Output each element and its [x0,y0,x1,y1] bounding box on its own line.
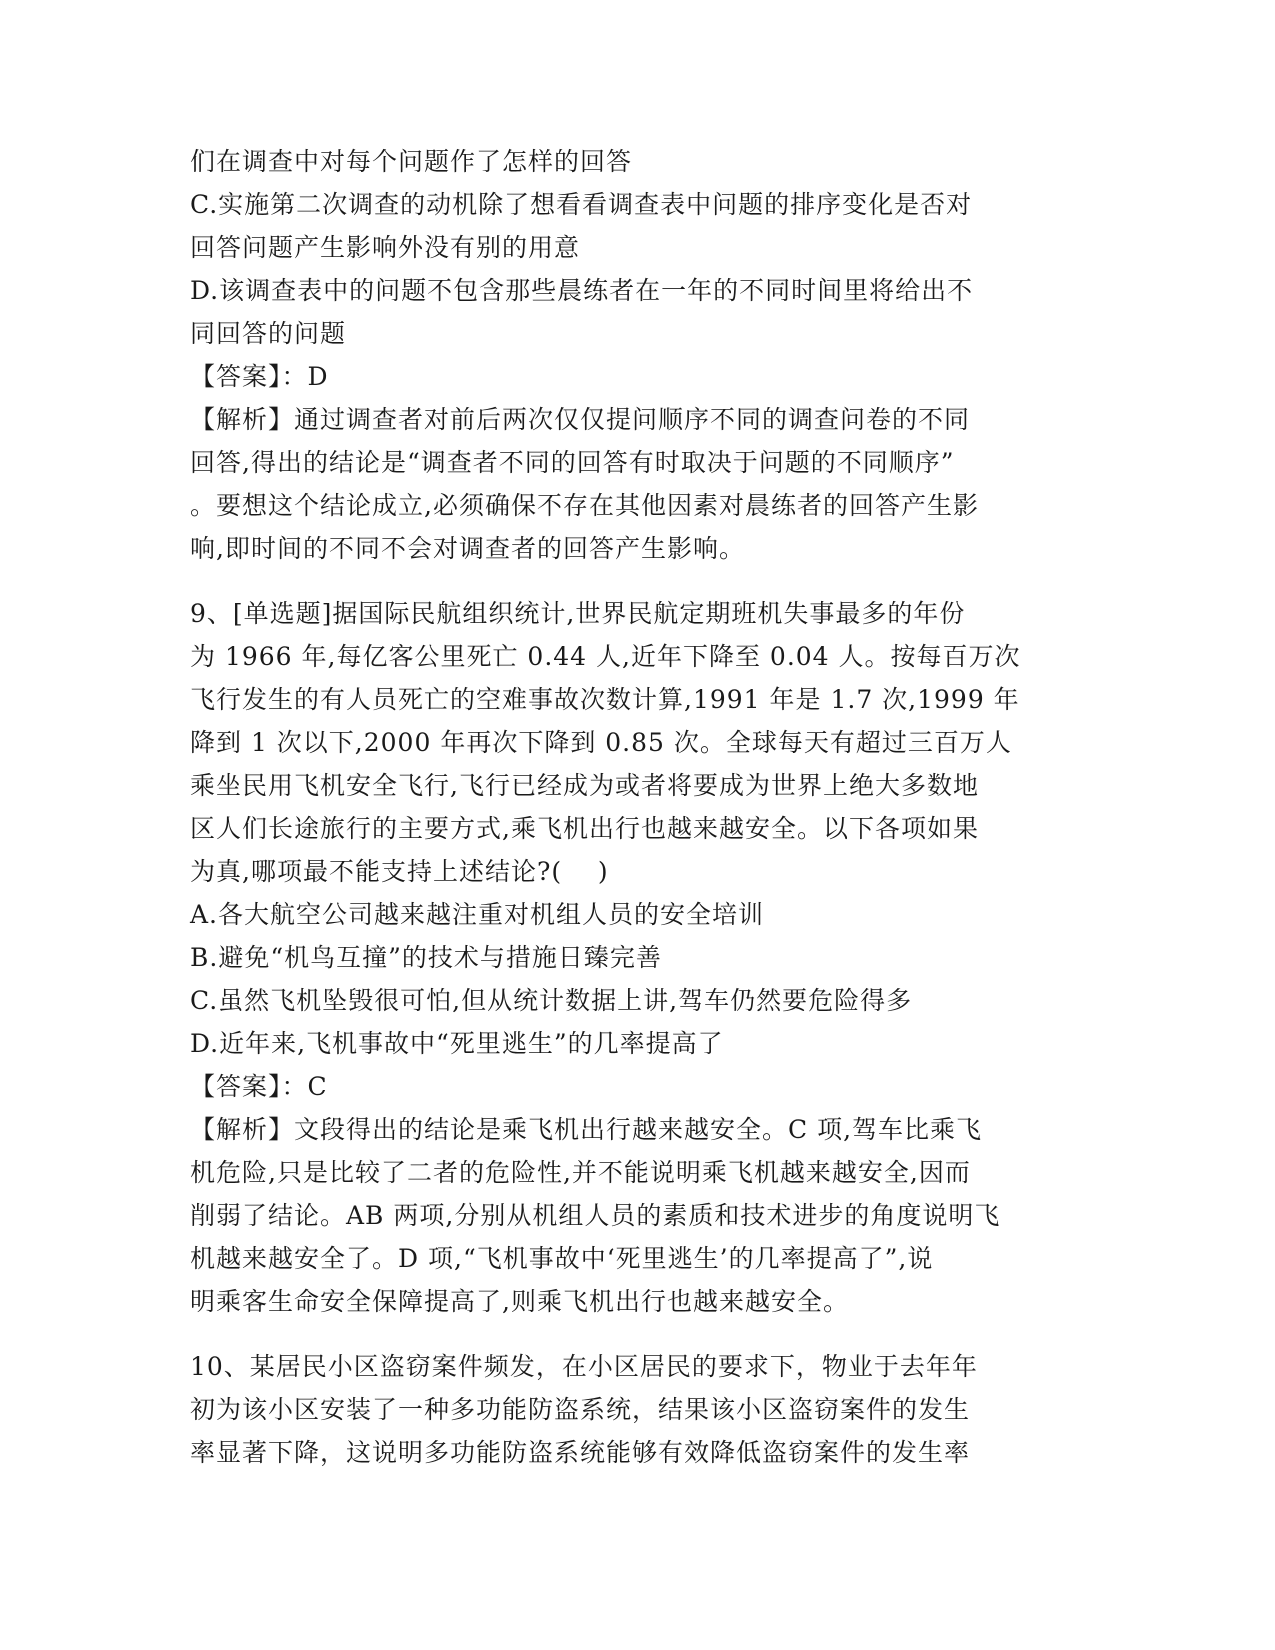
text-line: 降到 1 次以下,2000 年再次下降到 0.85 次。全球每天有超过三百万人 [190,728,1012,757]
text-line: 同回答的问题 [190,319,347,348]
option-d: D.近年来,飞机事故中“死里逃生”的几率提高了 [190,1029,724,1058]
text-line: 响,即时间的不同不会对调查者的回答产生影响。 [190,534,745,563]
text-line: 区人们长途旅行的主要方式,乘飞机出行也越来越安全。以下各项如果 [190,814,979,843]
text-line: 乘坐民用飞机安全飞行,飞行已经成为或者将要成为世界上绝大多数地 [190,771,979,800]
text-line: 回答,得出的结论是“调查者不同的回答有时取决于问题的不同顺序” [190,448,955,477]
text-line: 机越来越安全了。D 项,“飞机事故中‘死里逃生’的几率提高了”,说 [190,1244,934,1273]
answer-line: 【答案】：C [190,1072,328,1101]
question-stem: 9、[单选题]据国际民航组织统计,世界民航定期班机失事最多的年份 [190,599,966,628]
answer-line: 【答案】：D [190,362,329,391]
paragraph-gap [190,570,1090,592]
option-c: C.虽然飞机坠毁很可怕,但从统计数据上讲,驾车仍然要危险得多 [190,986,913,1015]
text-line: 削弱了结论。AB 两项,分别从机组人员的素质和技术进步的角度说明飞 [190,1201,1001,1230]
question-10 [190,1345,1090,1474]
text-line: 初为该小区安装了一种多功能防盗系统，结果该小区盗窃案件的发生 [190,1395,971,1424]
question-9 [190,592,1090,1323]
text-line: 们在调查中对每个问题作了怎样的回答 [190,147,633,176]
text-line: 为真,哪项最不能支持上述结论?( ) [190,857,609,886]
option-b: B.避免“机鸟互撞”的技术与措施日臻完善 [190,943,662,972]
question-stem: 10、某居民小区盗窃案件频发，在小区居民的要求下，物业于去年年 [190,1352,978,1381]
paragraph-gap [190,1323,1090,1345]
analysis-line: 【解析】文段得出的结论是乘飞机出行越来越安全。C 项,驾车比乘飞 [190,1115,983,1144]
option-a: A.各大航空公司越来越注重对机组人员的安全培训 [190,900,765,929]
prev-question-continuation [190,140,1090,570]
text-line: 明乘客生命安全保障提高了,则乘飞机出行也越来越安全。 [190,1287,849,1316]
option-c: C.实施第二次调查的动机除了想看看调查表中问题的排序变化是否对 [190,190,973,219]
document-page [190,140,1090,1474]
text-line: 机危险,只是比较了二者的危险性,并不能说明乘飞机越来越安全,因而 [190,1158,971,1187]
text-line: 为 1966 年,每亿客公里死亡 0.44 人,近年下降至 0.04 人。按每百万次 [190,642,1021,671]
text-line: 飞行发生的有人员死亡的空难事故次数计算,1991 年是 1.7 次,1999 年 [190,685,1020,714]
analysis-line: 【解析】通过调查者对前后两次仅仅提问顺序不同的调查问卷的不同 [190,405,971,434]
text-line: 率显著下降，这说明多功能防盗系统能够有效降低盗窃案件的发生率 [190,1438,971,1467]
option-d: D.该调查表中的问题不包含那些晨练者在一年的不同时间里将给出不 [190,276,974,305]
text-line: 回答问题产生影响外没有别的用意 [190,233,581,262]
text-line: 。要想这个结论成立,必须确保不存在其他因素对晨练者的回答产生影 [190,491,979,520]
